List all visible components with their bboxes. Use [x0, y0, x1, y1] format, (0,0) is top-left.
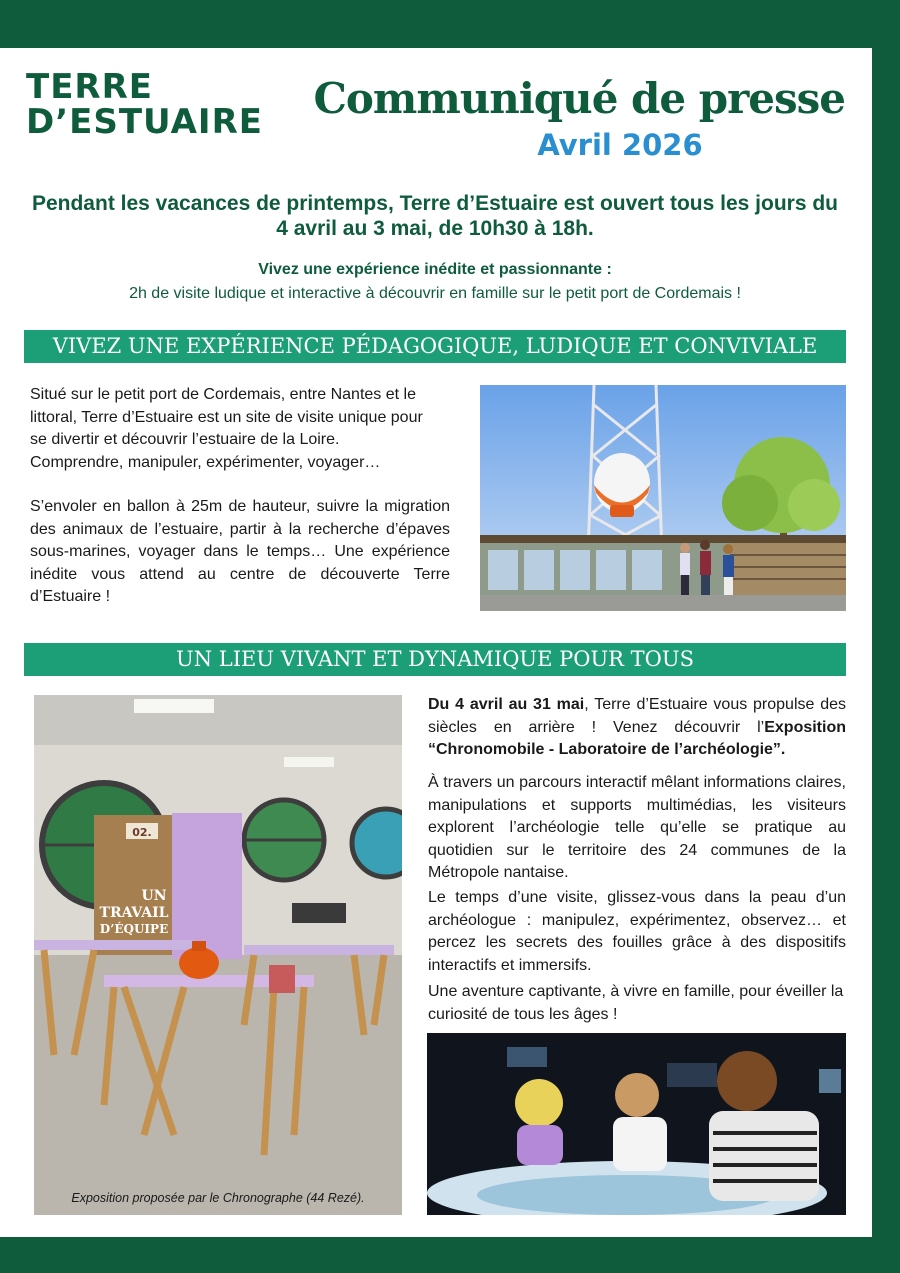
exhibition-dates: Du 4 avril au 31 mai: [428, 696, 585, 713]
logo-line-1: TERRE: [26, 67, 154, 107]
intro-subtitle-bold: Vivez une expérience inédite et passionnante :: [258, 261, 612, 278]
panel-number: 02.: [132, 826, 152, 839]
page-title: Communiqué de presse: [313, 74, 845, 123]
panel-title-line2: TRAVAIL: [99, 905, 169, 921]
section2-p1-text: , Terre d’Estuaire vous propulse des siècles en arrière ! Venez découvrir l’: [428, 696, 847, 736]
frame-right-band: [872, 0, 900, 1273]
section2-paragraph4: Une aventure captivante, à vivre en famille, pour éveiller la curiosité de tous les âges !: [428, 983, 844, 1023]
section1-line: se divertir et découvrir l’estuaire de la Loire.: [30, 431, 340, 449]
section2-paragraph3: Le temps d’une visite, glissez-vous dans la peau d’un archéologue : manipulez, expérimentez, observez… et percez les secrets des fouilles grâce à des dispositifs interactifs et immersifs.: [428, 889, 846, 974]
section1-line: littoral, Terre d’Estuaire est un site de visite unique pour: [30, 408, 423, 426]
terre-destuaire-logo: [26, 67, 263, 142]
photo-caption: Exposition proposée par le Chronographe (44 Rezé).: [71, 1191, 365, 1205]
section1-paragraph2: S’envoler en ballon à 25m de hauteur, suivre la migration des animaux de l’estuaire, partir à la recherche d’épaves sous-marines, voyager dans le temps… Une expérience inédite vous attend au centre de découverte Terre d’Estuaire !: [30, 498, 450, 606]
section2-paragraph2: À travers un parcours interactif mêlant informations claires, manipulations et supports multimédias, les visiteurs explorent l’archéologie telle qu’elle se pratique au quotidien sur le territoire des 24 communes de la Métropole nantaise.: [428, 774, 846, 882]
photo-interactive-table: [427, 1033, 846, 1215]
release-date: Avril 2026: [537, 128, 703, 162]
section2-heading: UN LIEU VIVANT ET DYNAMIQUE POUR TOUS: [24, 643, 846, 676]
logo-line-2: D’ESTUAIRE: [26, 102, 263, 142]
panel-title-line3: D’ÉQUIPE: [99, 922, 169, 936]
frame-top-band: [0, 0, 900, 48]
section2-paragraph1: [428, 694, 846, 762]
photo-balloon-tower-image: [480, 385, 846, 611]
photo-exhibition-image: [34, 695, 402, 1215]
intro-headline: Pendant les vacances de printemps, Terre d’Estuaire est ouvert tous les jours du 4 avril au 3 mai, de 10h30 à 18h.: [31, 192, 839, 240]
section1-line: Situé sur le petit port de Cordemais, entre Nantes et le: [30, 386, 416, 403]
frame-bottom-band: [0, 1237, 900, 1273]
intro-subtitle: 2h de visite ludique et interactive à découvrir en famille sur le petit port de Cordemais !: [129, 285, 741, 302]
section1-line: Comprendre, manipuler, expérimenter, voyager…: [30, 453, 381, 471]
photo-balloon-tower: [480, 385, 846, 611]
photo-interactive-table-image: [427, 1033, 846, 1215]
panel-title-line1: UN: [141, 888, 167, 904]
section1-paragraph1: [30, 384, 452, 474]
section1-heading: VIVEZ UNE EXPÉRIENCE PÉDAGOGIQUE, LUDIQUE ET CONVIVIALE: [24, 330, 846, 363]
photo-exhibition: [34, 695, 402, 1215]
exhibition-title: Exposition “Chronomobile - Laboratoire de l’archéologie”.: [428, 718, 846, 759]
